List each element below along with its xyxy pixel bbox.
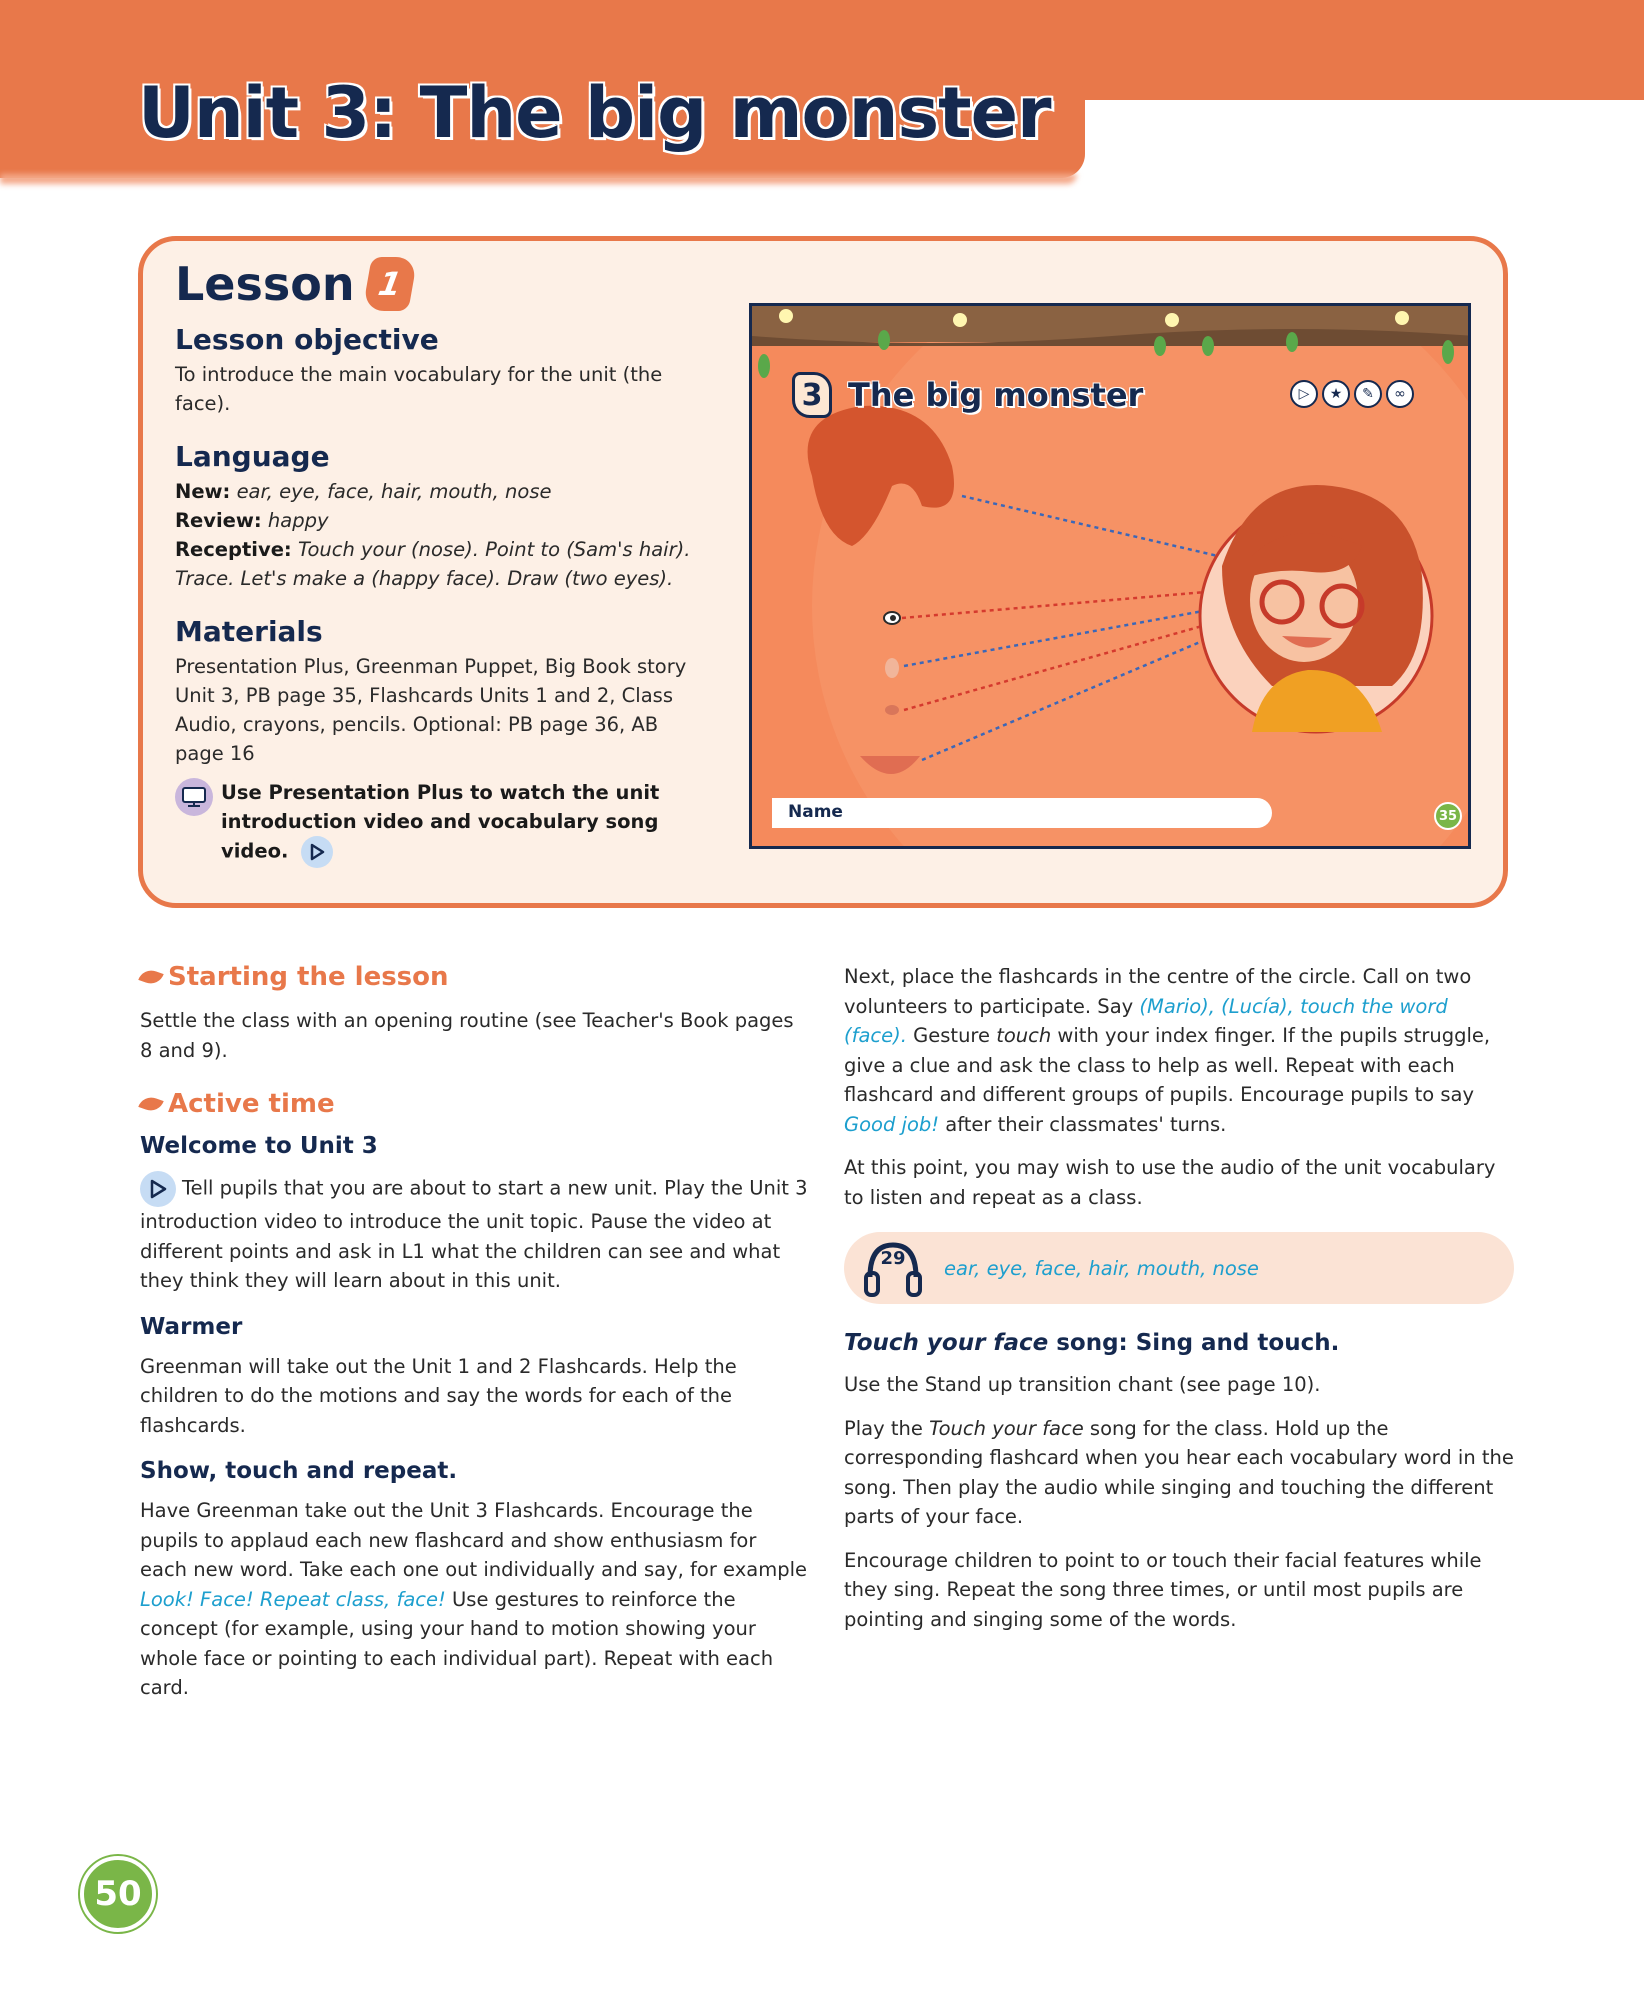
song-heading: Touch your face song: Sing and touch.: [844, 1330, 1340, 1356]
audio-track-words: ear, eye, face, hair, mouth, nose: [944, 1256, 1259, 1280]
pupil-book-header: [792, 372, 1143, 418]
song-text-2: Play the Touch your face song for the class. Hold up the corresponding flashcard when you hear each vocabulary word in the song. Then play the audio while singing and touching the different parts of your face.: [844, 1416, 1514, 1528]
leaf-icon: [138, 1094, 163, 1115]
active-time-heading: Active time: [140, 1089, 808, 1119]
language-review: Review: happy: [175, 509, 329, 532]
left-column: [140, 962, 808, 1717]
song-text-1: Use the Stand up transition chant (see page 10).: [844, 1373, 1321, 1396]
pupil-book-page-thumbnail: [749, 303, 1471, 849]
presentation-screen-icon: [175, 778, 213, 816]
language-receptive: Receptive: Touch your (nose). Point to (Sam's hair). Trace. Let's make a (happy face). Draw (two eyes).: [175, 538, 691, 590]
pupil-book-unit-number: 3: [792, 372, 832, 418]
welcome-heading: Welcome to Unit 3: [140, 1133, 378, 1159]
audio-track-number: 29: [880, 1248, 906, 1269]
audio-track-box[interactable]: [844, 1232, 1514, 1304]
show-touch-repeat-heading: Show, touch and repeat.: [140, 1458, 458, 1484]
warmer-heading: Warmer: [140, 1313, 243, 1340]
materials-text: Presentation Plus, Greenman Puppet, Big Book story Unit 3, PB page 35, Flashcards Units 1 and 2, Class Audio, crayons, pencils. Optional: PB page 36, AB page 16: [175, 655, 687, 765]
materials-heading: Materials: [175, 615, 323, 648]
audio-intro-text: At this point, you may wish to use the audio of the unit vocabulary to listen and repeat as a class.: [844, 1156, 1496, 1209]
presentation-plus-text: Use Presentation Plus to watch the unit introduction video and vocabulary song video.: [221, 778, 705, 868]
welcome-text: Tell pupils that you are about to start a new unit. Play the Unit 3 introduction video to introduce the unit topic. Pause the video at different points and ask in L1 what the children can see and what they think they will learn about in this unit.: [140, 1171, 808, 1296]
unit-title: Unit 3: The big monster: [138, 72, 1051, 154]
warmer-text: Greenman will take out the Unit 1 and 2 Flashcards. Help the children to do the motions and say the words for each of the flashcards.: [140, 1354, 737, 1437]
glasses-icon: ∞: [1386, 380, 1414, 408]
language-heading: Language: [175, 440, 330, 473]
lesson-info: [175, 323, 705, 868]
pupil-book-activity-icons: [1290, 380, 1418, 408]
pupil-book-title: The big monster: [848, 376, 1144, 414]
right-column: [844, 962, 1514, 1648]
pencil-icon: ✎: [1354, 380, 1382, 408]
objective-text: To introduce the main vocabulary for the unit (the face).: [175, 363, 663, 415]
nose-part: [885, 705, 899, 715]
presentation-plus-note: [175, 778, 705, 868]
lesson-label: Lesson: [175, 257, 355, 311]
page-number: 50: [80, 1856, 156, 1932]
name-line: [772, 798, 1272, 828]
headphones-icon[interactable]: [860, 1235, 926, 1301]
lesson-heading: [175, 257, 413, 311]
song-text-3: Encourage children to point to or touch their facial features while they sing. Repeat the song three times, or until most pupils are pointing and singing some of the words.: [844, 1548, 1482, 1631]
play-icon: ▷: [1290, 380, 1318, 408]
show-touch-repeat-text: Have Greenman take out the Unit 3 Flashcards. Encourage the pupils to applaud each new flashcard and show enthusiasm for each new word. Take each one out individually and say, for example Look! Face! Repeat class, face! Use gestures to reinforce the concept (for example, using your hand to motion showing your whole face or pointing to each individual part). Repeat with each card.: [140, 1499, 807, 1699]
play-video-icon[interactable]: [140, 1171, 176, 1207]
language-new: New: ear, eye, face, hair, mouth, nose: [175, 480, 552, 503]
star-icon: ★: [1322, 380, 1350, 408]
objective-heading: Lesson objective: [175, 323, 439, 356]
ear-part: [885, 658, 899, 678]
lesson-number-badge: 1: [362, 257, 418, 311]
name-label: Name: [788, 802, 843, 822]
leaf-icon: [138, 967, 163, 988]
play-video-icon[interactable]: [301, 836, 333, 868]
lesson-card: [138, 236, 1508, 908]
starting-lesson-text: Settle the class with an opening routine (see Teacher's Book pages 8 and 9).: [140, 1009, 794, 1062]
flashcard-circle-text: Next, place the flashcards in the centre of the circle. Call on two volunteers to participate. Say (Mario), (Lucía), touch the word (face). Gesture touch with your index finger. If the pupils struggle, give a clue and ask the class to help as well. Repeat with each flashcard and different groups of pupils. Encourage pupils to say Good job! after their classmates' turns.: [844, 965, 1491, 1136]
pupil-book-page-number: 35: [1434, 802, 1462, 830]
starting-lesson-heading: Starting the lesson: [140, 962, 808, 992]
